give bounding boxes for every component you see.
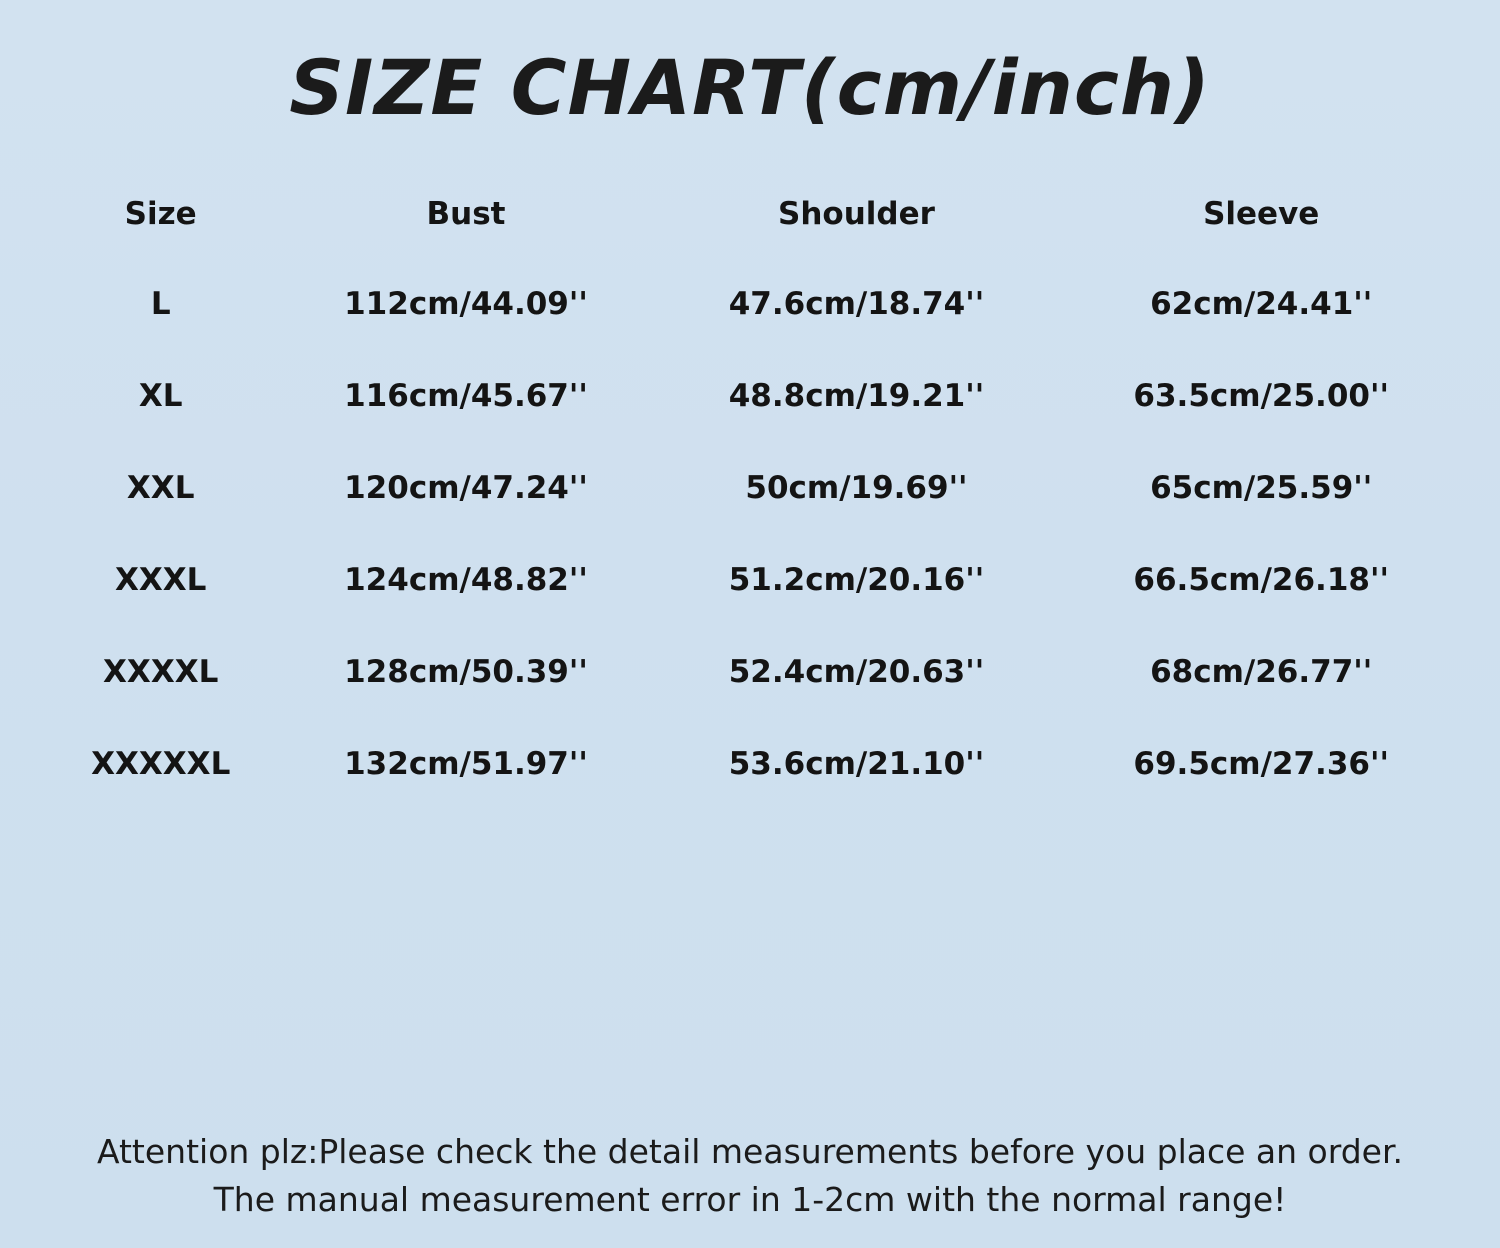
cell-bust: 120cm/47.24'' bbox=[344, 469, 588, 506]
column-header-size: Size bbox=[124, 195, 197, 232]
column-header-sleeve: Sleeve bbox=[1203, 195, 1320, 232]
cell-sleeve: 65cm/25.59'' bbox=[1150, 469, 1373, 506]
cell-bust: 132cm/51.97'' bbox=[344, 745, 588, 782]
cell-sleeve: 66.5cm/26.18'' bbox=[1133, 561, 1389, 598]
cell-sleeve: 68cm/26.77'' bbox=[1150, 653, 1373, 690]
attention-note bbox=[0, 1128, 1500, 1224]
cell-bust: 128cm/50.39'' bbox=[344, 653, 588, 690]
table-row bbox=[40, 626, 1460, 718]
cell-size: XXXXXL bbox=[91, 745, 231, 782]
cell-shoulder: 52.4cm/20.63'' bbox=[728, 653, 985, 690]
size-table-container bbox=[0, 186, 1500, 810]
size-table bbox=[40, 186, 1460, 810]
cell-shoulder: 47.6cm/18.74'' bbox=[728, 285, 985, 322]
table-row bbox=[40, 258, 1460, 350]
cell-size: XXXXL bbox=[103, 653, 219, 690]
cell-size: L bbox=[150, 285, 171, 322]
cell-bust: 116cm/45.67'' bbox=[344, 377, 588, 414]
column-header-bust: Bust bbox=[426, 195, 506, 232]
table-row bbox=[40, 534, 1460, 626]
column-header-shoulder: Shoulder bbox=[778, 195, 935, 232]
cell-shoulder: 53.6cm/21.10'' bbox=[728, 745, 985, 782]
table-row bbox=[40, 442, 1460, 534]
cell-sleeve: 63.5cm/25.00'' bbox=[1133, 377, 1389, 414]
cell-sleeve: 69.5cm/27.36'' bbox=[1133, 745, 1389, 782]
page-title: SIZE CHART(cm/inch) bbox=[289, 43, 1211, 132]
cell-sleeve: 62cm/24.41'' bbox=[1150, 285, 1373, 322]
cell-bust: 112cm/44.09'' bbox=[344, 285, 588, 322]
cell-size: XXXL bbox=[114, 561, 207, 598]
table-row bbox=[40, 718, 1460, 810]
cell-shoulder: 51.2cm/20.16'' bbox=[728, 561, 985, 598]
table-row bbox=[40, 350, 1460, 442]
cell-shoulder: 48.8cm/19.21'' bbox=[728, 377, 985, 414]
table-header-row bbox=[40, 186, 1460, 258]
cell-size: XXL bbox=[126, 469, 195, 506]
cell-shoulder: 50cm/19.69'' bbox=[745, 469, 968, 506]
note-line-2: The manual measurement error in 1-2cm with the normal range! bbox=[213, 1180, 1287, 1220]
note-line-1: Attention plz:Please check the detail measurements before you place an order. bbox=[97, 1132, 1403, 1172]
cell-size: XL bbox=[138, 377, 183, 414]
cell-bust: 124cm/48.82'' bbox=[344, 561, 588, 598]
